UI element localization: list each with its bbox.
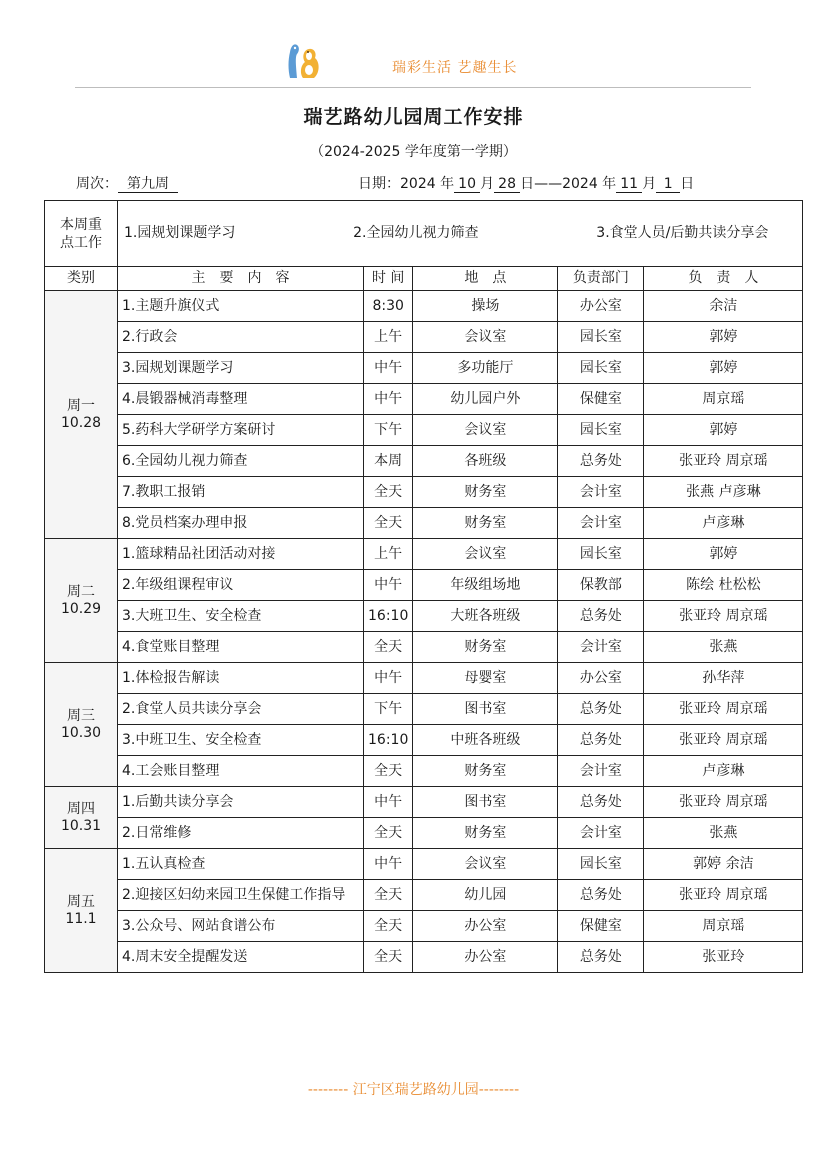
cell-location: 会议室 — [413, 539, 558, 570]
col-header-department: 负责部门 — [558, 267, 644, 291]
cell-department: 办公室 — [558, 663, 644, 694]
day-label: 周一 — [67, 397, 95, 414]
cell-person: 孙华萍 — [644, 663, 803, 694]
cell-content: 2.食堂人员共读分享会 — [118, 694, 364, 725]
cell-person: 张亚玲 周京瑶 — [644, 725, 803, 756]
day-date: 11.1 — [65, 910, 97, 927]
table-row — [45, 601, 803, 632]
cell-person: 张燕 — [644, 632, 803, 663]
cell-content: 2.行政会 — [118, 322, 364, 353]
cell-person: 张亚玲 周京瑶 — [644, 446, 803, 477]
cell-location: 会议室 — [413, 849, 558, 880]
col-header-location: 地 点 — [413, 267, 558, 291]
cell-location: 年级组场地 — [413, 570, 558, 601]
cell-time: 本周 — [364, 446, 413, 477]
cell-department: 园长室 — [558, 415, 644, 446]
table-row — [45, 415, 803, 446]
cell-department: 总务处 — [558, 725, 644, 756]
cell-content: 4.食堂账目整理 — [118, 632, 364, 663]
day-unit: 日 — [680, 176, 695, 192]
cell-content: 8.党员档案办理申报 — [118, 508, 364, 539]
cell-content: 6.全园幼儿视力筛查 — [118, 446, 364, 477]
table-row — [45, 818, 803, 849]
cell-department: 总务处 — [558, 601, 644, 632]
end-month: 11 — [616, 176, 642, 193]
table-row — [45, 663, 803, 694]
focus-item: 2.全园幼儿视力筛查 — [353, 225, 479, 241]
day-date: 10.31 — [60, 817, 102, 834]
cell-content: 4.周末安全提醒发送 — [118, 942, 364, 973]
cell-time: 中午 — [364, 849, 413, 880]
cell-location: 财务室 — [413, 818, 558, 849]
day-date: 10.29 — [60, 600, 102, 617]
day-unit-to: 日—— — [520, 176, 563, 192]
cell-department: 总务处 — [558, 446, 644, 477]
cell-time: 全天 — [364, 632, 413, 663]
cell-location: 操场 — [413, 291, 558, 322]
cell-time: 全天 — [364, 756, 413, 787]
cell-person: 张亚玲 — [644, 942, 803, 973]
cell-location: 大班各班级 — [413, 601, 558, 632]
schedule-body — [45, 201, 803, 973]
table-row — [45, 446, 803, 477]
day-label: 周三 — [67, 707, 95, 724]
day-cell — [45, 539, 118, 663]
month-unit: 月 — [480, 176, 495, 192]
kindergarten-logo-icon — [282, 40, 326, 80]
day-date: 10.28 — [60, 414, 102, 431]
month-unit: 月 — [642, 176, 657, 192]
cell-content: 1.五认真检查 — [118, 849, 364, 880]
week-value: 第九周 — [118, 176, 178, 193]
cell-person: 张亚玲 周京瑶 — [644, 880, 803, 911]
table-row — [45, 632, 803, 663]
cell-person: 张燕 — [644, 818, 803, 849]
cell-person: 郭婷 — [644, 322, 803, 353]
table-row — [45, 539, 803, 570]
cell-location: 各班级 — [413, 446, 558, 477]
day-cell — [45, 291, 118, 539]
cell-person: 郭婷 — [644, 415, 803, 446]
cell-person: 张亚玲 周京瑶 — [644, 787, 803, 818]
cell-content: 1.主题升旗仪式 — [118, 291, 364, 322]
table-row — [45, 911, 803, 942]
date-label: 日期： — [358, 176, 400, 192]
week-info — [76, 173, 178, 193]
col-header-content: 主 要 内 容 — [118, 267, 364, 291]
cell-time: 全天 — [364, 911, 413, 942]
cell-location: 财务室 — [413, 477, 558, 508]
cell-location: 多功能厅 — [413, 353, 558, 384]
table-row — [45, 849, 803, 880]
cell-time: 全天 — [364, 942, 413, 973]
table-row — [45, 291, 803, 322]
col-header-time: 时 间 — [364, 267, 413, 291]
focus-row — [45, 201, 803, 267]
cell-content: 2.迎接区妇幼来园卫生保健工作指导 — [118, 880, 364, 911]
table-row — [45, 787, 803, 818]
table-row — [45, 694, 803, 725]
cell-department: 总务处 — [558, 880, 644, 911]
cell-content: 5.药科大学研学方案研讨 — [118, 415, 364, 446]
cell-location: 会议室 — [413, 415, 558, 446]
start-year: 2024 年 — [400, 176, 455, 192]
footer-text: -------- 江宁区瑞艺路幼儿园-------- — [307, 1082, 520, 1098]
table-row — [45, 942, 803, 973]
cell-content: 1.后勤共读分享会 — [118, 787, 364, 818]
cell-person: 郭婷 余洁 — [644, 849, 803, 880]
focus-item: 3.食堂人员/后勤共读分享会 — [596, 225, 769, 241]
cell-location: 幼儿园户外 — [413, 384, 558, 415]
table-row — [45, 353, 803, 384]
cell-time: 16:10 — [364, 725, 413, 756]
cell-location: 图书室 — [413, 694, 558, 725]
cell-person: 卢彦琳 — [644, 756, 803, 787]
cell-location: 办公室 — [413, 911, 558, 942]
day-cell — [45, 787, 118, 849]
day-label: 周四 — [67, 800, 95, 817]
start-day: 28 — [494, 176, 520, 193]
end-year: 2024 年 — [562, 176, 617, 192]
header-slogan: 瑞彩生活 艺趣生长 — [392, 60, 518, 76]
cell-department: 保健室 — [558, 384, 644, 415]
cell-content: 4.工会账目整理 — [118, 756, 364, 787]
cell-time: 全天 — [364, 508, 413, 539]
cell-location: 中班各班级 — [413, 725, 558, 756]
cell-time: 中午 — [364, 353, 413, 384]
cell-content: 4.晨锻器械消毒整理 — [118, 384, 364, 415]
day-cell — [45, 849, 118, 973]
cell-department: 会计室 — [558, 477, 644, 508]
cell-time: 中午 — [364, 384, 413, 415]
day-label: 周五 — [67, 893, 95, 910]
day-date: 10.30 — [60, 724, 102, 741]
cell-time: 中午 — [364, 663, 413, 694]
cell-person: 张燕 卢彦琳 — [644, 477, 803, 508]
cell-department: 总务处 — [558, 694, 644, 725]
header-divider — [75, 87, 751, 88]
cell-time: 下午 — [364, 415, 413, 446]
col-header-category: 类别 — [45, 267, 118, 291]
cell-time: 中午 — [364, 570, 413, 601]
cell-location: 会议室 — [413, 322, 558, 353]
cell-person: 郭婷 — [644, 353, 803, 384]
cell-time: 下午 — [364, 694, 413, 725]
cell-content: 7.教职工报销 — [118, 477, 364, 508]
cell-time: 全天 — [364, 880, 413, 911]
cell-department: 会计室 — [558, 756, 644, 787]
end-day: 1 — [656, 176, 680, 193]
table-row — [45, 880, 803, 911]
day-cell — [45, 663, 118, 787]
table-row — [45, 477, 803, 508]
cell-department: 园长室 — [558, 322, 644, 353]
focus-item: 1.园规划课题学习 — [124, 225, 236, 241]
schedule-table — [44, 200, 803, 973]
cell-department: 会计室 — [558, 632, 644, 663]
table-row — [45, 756, 803, 787]
focus-cell — [118, 201, 803, 267]
cell-person: 卢彦琳 — [644, 508, 803, 539]
cell-person: 余洁 — [644, 291, 803, 322]
cell-content: 2.日常维修 — [118, 818, 364, 849]
table-row — [45, 322, 803, 353]
table-row — [45, 508, 803, 539]
cell-content: 3.中班卫生、安全检查 — [118, 725, 364, 756]
cell-person: 张亚玲 周京瑶 — [644, 601, 803, 632]
cell-person: 陈绘 杜松松 — [644, 570, 803, 601]
cell-content: 3.园规划课题学习 — [118, 353, 364, 384]
day-label: 周二 — [67, 583, 95, 600]
cell-department: 办公室 — [558, 291, 644, 322]
cell-content: 3.大班卫生、安全检查 — [118, 601, 364, 632]
date-range — [358, 173, 694, 193]
page-subtitle: （2024-2025 学年度第一学期） — [310, 144, 517, 160]
cell-person: 周京瑶 — [644, 911, 803, 942]
cell-department: 总务处 — [558, 787, 644, 818]
cell-department: 园长室 — [558, 353, 644, 384]
table-row — [45, 725, 803, 756]
cell-location: 财务室 — [413, 632, 558, 663]
cell-person: 周京瑶 — [644, 384, 803, 415]
week-label: 周次： — [76, 176, 118, 192]
cell-location: 财务室 — [413, 756, 558, 787]
cell-time: 全天 — [364, 818, 413, 849]
cell-content: 2.年级组课程审议 — [118, 570, 364, 601]
cell-person: 张亚玲 周京瑶 — [644, 694, 803, 725]
cell-location: 图书室 — [413, 787, 558, 818]
cell-department: 会计室 — [558, 508, 644, 539]
cell-time: 中午 — [364, 787, 413, 818]
cell-department: 保教部 — [558, 570, 644, 601]
cell-location: 幼儿园 — [413, 880, 558, 911]
cell-time: 16:10 — [364, 601, 413, 632]
cell-department: 总务处 — [558, 942, 644, 973]
cell-time: 8:30 — [364, 291, 413, 322]
table-row — [45, 384, 803, 415]
column-header-row — [45, 267, 803, 291]
cell-department: 保健室 — [558, 911, 644, 942]
col-header-person: 负 责 人 — [644, 267, 803, 291]
page-title: 瑞艺路幼儿园周工作安排 — [303, 106, 524, 128]
cell-content: 3.公众号、网站食谱公布 — [118, 911, 364, 942]
cell-department: 园长室 — [558, 539, 644, 570]
cell-department: 园长室 — [558, 849, 644, 880]
cell-time: 上午 — [364, 539, 413, 570]
cell-content: 1.体检报告解读 — [118, 663, 364, 694]
cell-location: 母婴室 — [413, 663, 558, 694]
focus-label: 本周重点工作 — [45, 201, 118, 267]
cell-location: 办公室 — [413, 942, 558, 973]
cell-person: 郭婷 — [644, 539, 803, 570]
cell-location: 财务室 — [413, 508, 558, 539]
cell-time: 全天 — [364, 477, 413, 508]
cell-time: 上午 — [364, 322, 413, 353]
start-month: 10 — [454, 176, 480, 193]
cell-content: 1.篮球精品社团活动对接 — [118, 539, 364, 570]
table-row — [45, 570, 803, 601]
cell-department: 会计室 — [558, 818, 644, 849]
